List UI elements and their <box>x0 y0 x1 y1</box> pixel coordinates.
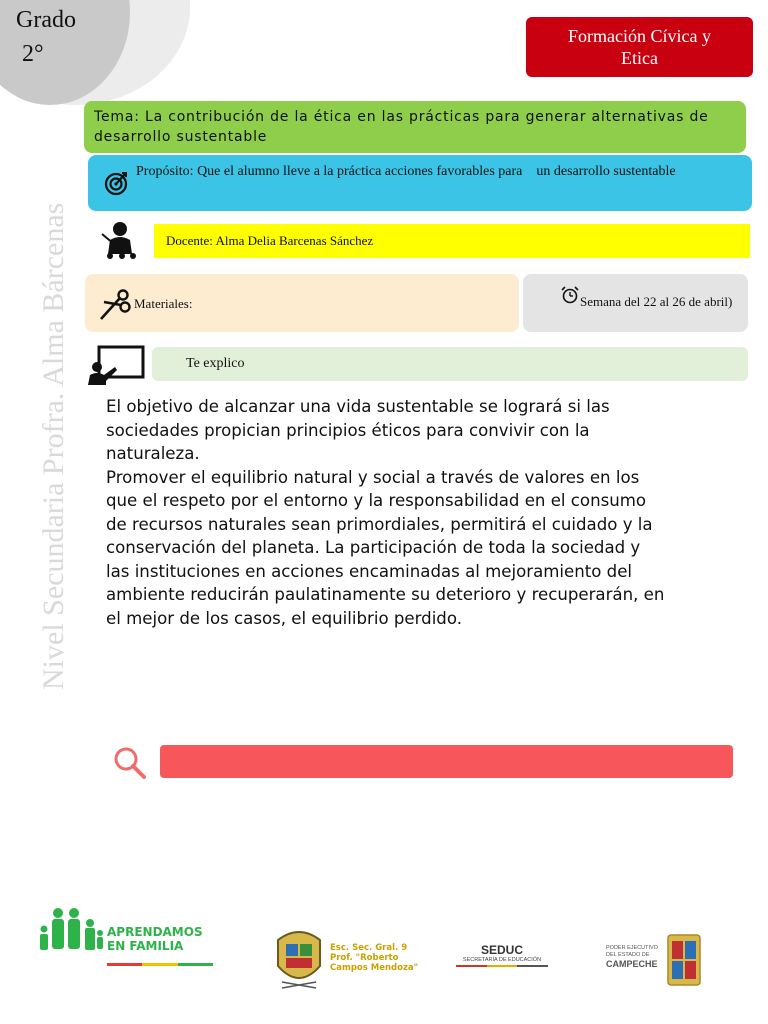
tema-banner: Tema: La contribución de la ética en las prácticas para generar alternativas de desarrollo sustentable <box>84 101 746 153</box>
family-logo-icon <box>36 907 104 957</box>
side-vertical-text: Nivel Secundaria Profra. Alma Bárcenas <box>37 202 70 690</box>
search-bar <box>160 745 733 778</box>
aprendamos-color-stripe <box>107 963 213 966</box>
seduc-subtitle: SECRETARÍA DE EDUCACIÓN <box>462 957 542 963</box>
te-explico-label: Te explico <box>186 356 245 371</box>
grado-value: 2° <box>22 41 44 67</box>
explanation-text <box>106 395 666 630</box>
aprendamos-line1: APRENDAMOS <box>107 925 203 939</box>
subject-badge <box>526 17 753 77</box>
school-line1: Esc. Sec. Gral. 9 <box>330 943 408 953</box>
target-icon <box>103 170 129 196</box>
school-crest-icon <box>272 926 326 992</box>
subject-label: Formación Cívica y Etica <box>568 26 711 68</box>
seduc-title: SEDUC <box>480 943 523 957</box>
school-name <box>330 943 418 973</box>
school-line3: Campos Mendoza" <box>330 963 419 973</box>
estado-de-text: DEL ESTADO DE <box>606 952 650 958</box>
campeche-crest-icon <box>666 933 702 987</box>
seduc-color-stripe <box>456 965 548 967</box>
semana-text: Semana del 22 al 26 de abril) <box>580 294 733 309</box>
school-line2: Prof. "Roberto <box>330 953 399 963</box>
proposito-text: Propósito: Que el alumno lleve a la práctica acciones favorables para un desarrollo sustentable <box>136 164 676 179</box>
aprendamos-line2: EN FAMILIA <box>107 939 184 953</box>
campeche-logo-text <box>606 945 658 970</box>
paragraph-1: El objetivo de alcanzar una vida sustentable se logrará si las sociedades propician principios éticos para convivir con la naturaleza. <box>106 397 610 463</box>
alarm-clock-icon <box>561 286 579 304</box>
campeche-text: CAMPECHE <box>606 959 658 969</box>
aprendamos-logo-text <box>107 925 203 953</box>
poder-ejecutivo-text: PODER EJECUTIVO <box>606 945 658 951</box>
teacher-icon <box>100 220 140 260</box>
materiales-label: Materiales: <box>134 296 193 311</box>
docente-text: Docente: Alma Delia Barcenas Sánchez <box>166 233 374 248</box>
scissors-icon <box>98 288 132 322</box>
paragraph-2: Promover el equilibrio natural y social a través de valores en los que el respeto por el entorno y la responsabilidad en el consumo de recursos naturales sean primordiales, permitirá el cuidado y la conservación del planeta. La participación de toda la sociedad y las instituciones en acciones encaminadas al mejoramiento del ambiente reducirán paulatinamente su deterioro y recuperarán, en el mejor de los casos, el equilibrio perdido. <box>106 467 665 628</box>
search-icon <box>112 745 148 781</box>
presentation-icon <box>87 345 147 387</box>
grado-label: Grado <box>16 7 76 33</box>
seduc-logo <box>456 943 548 967</box>
